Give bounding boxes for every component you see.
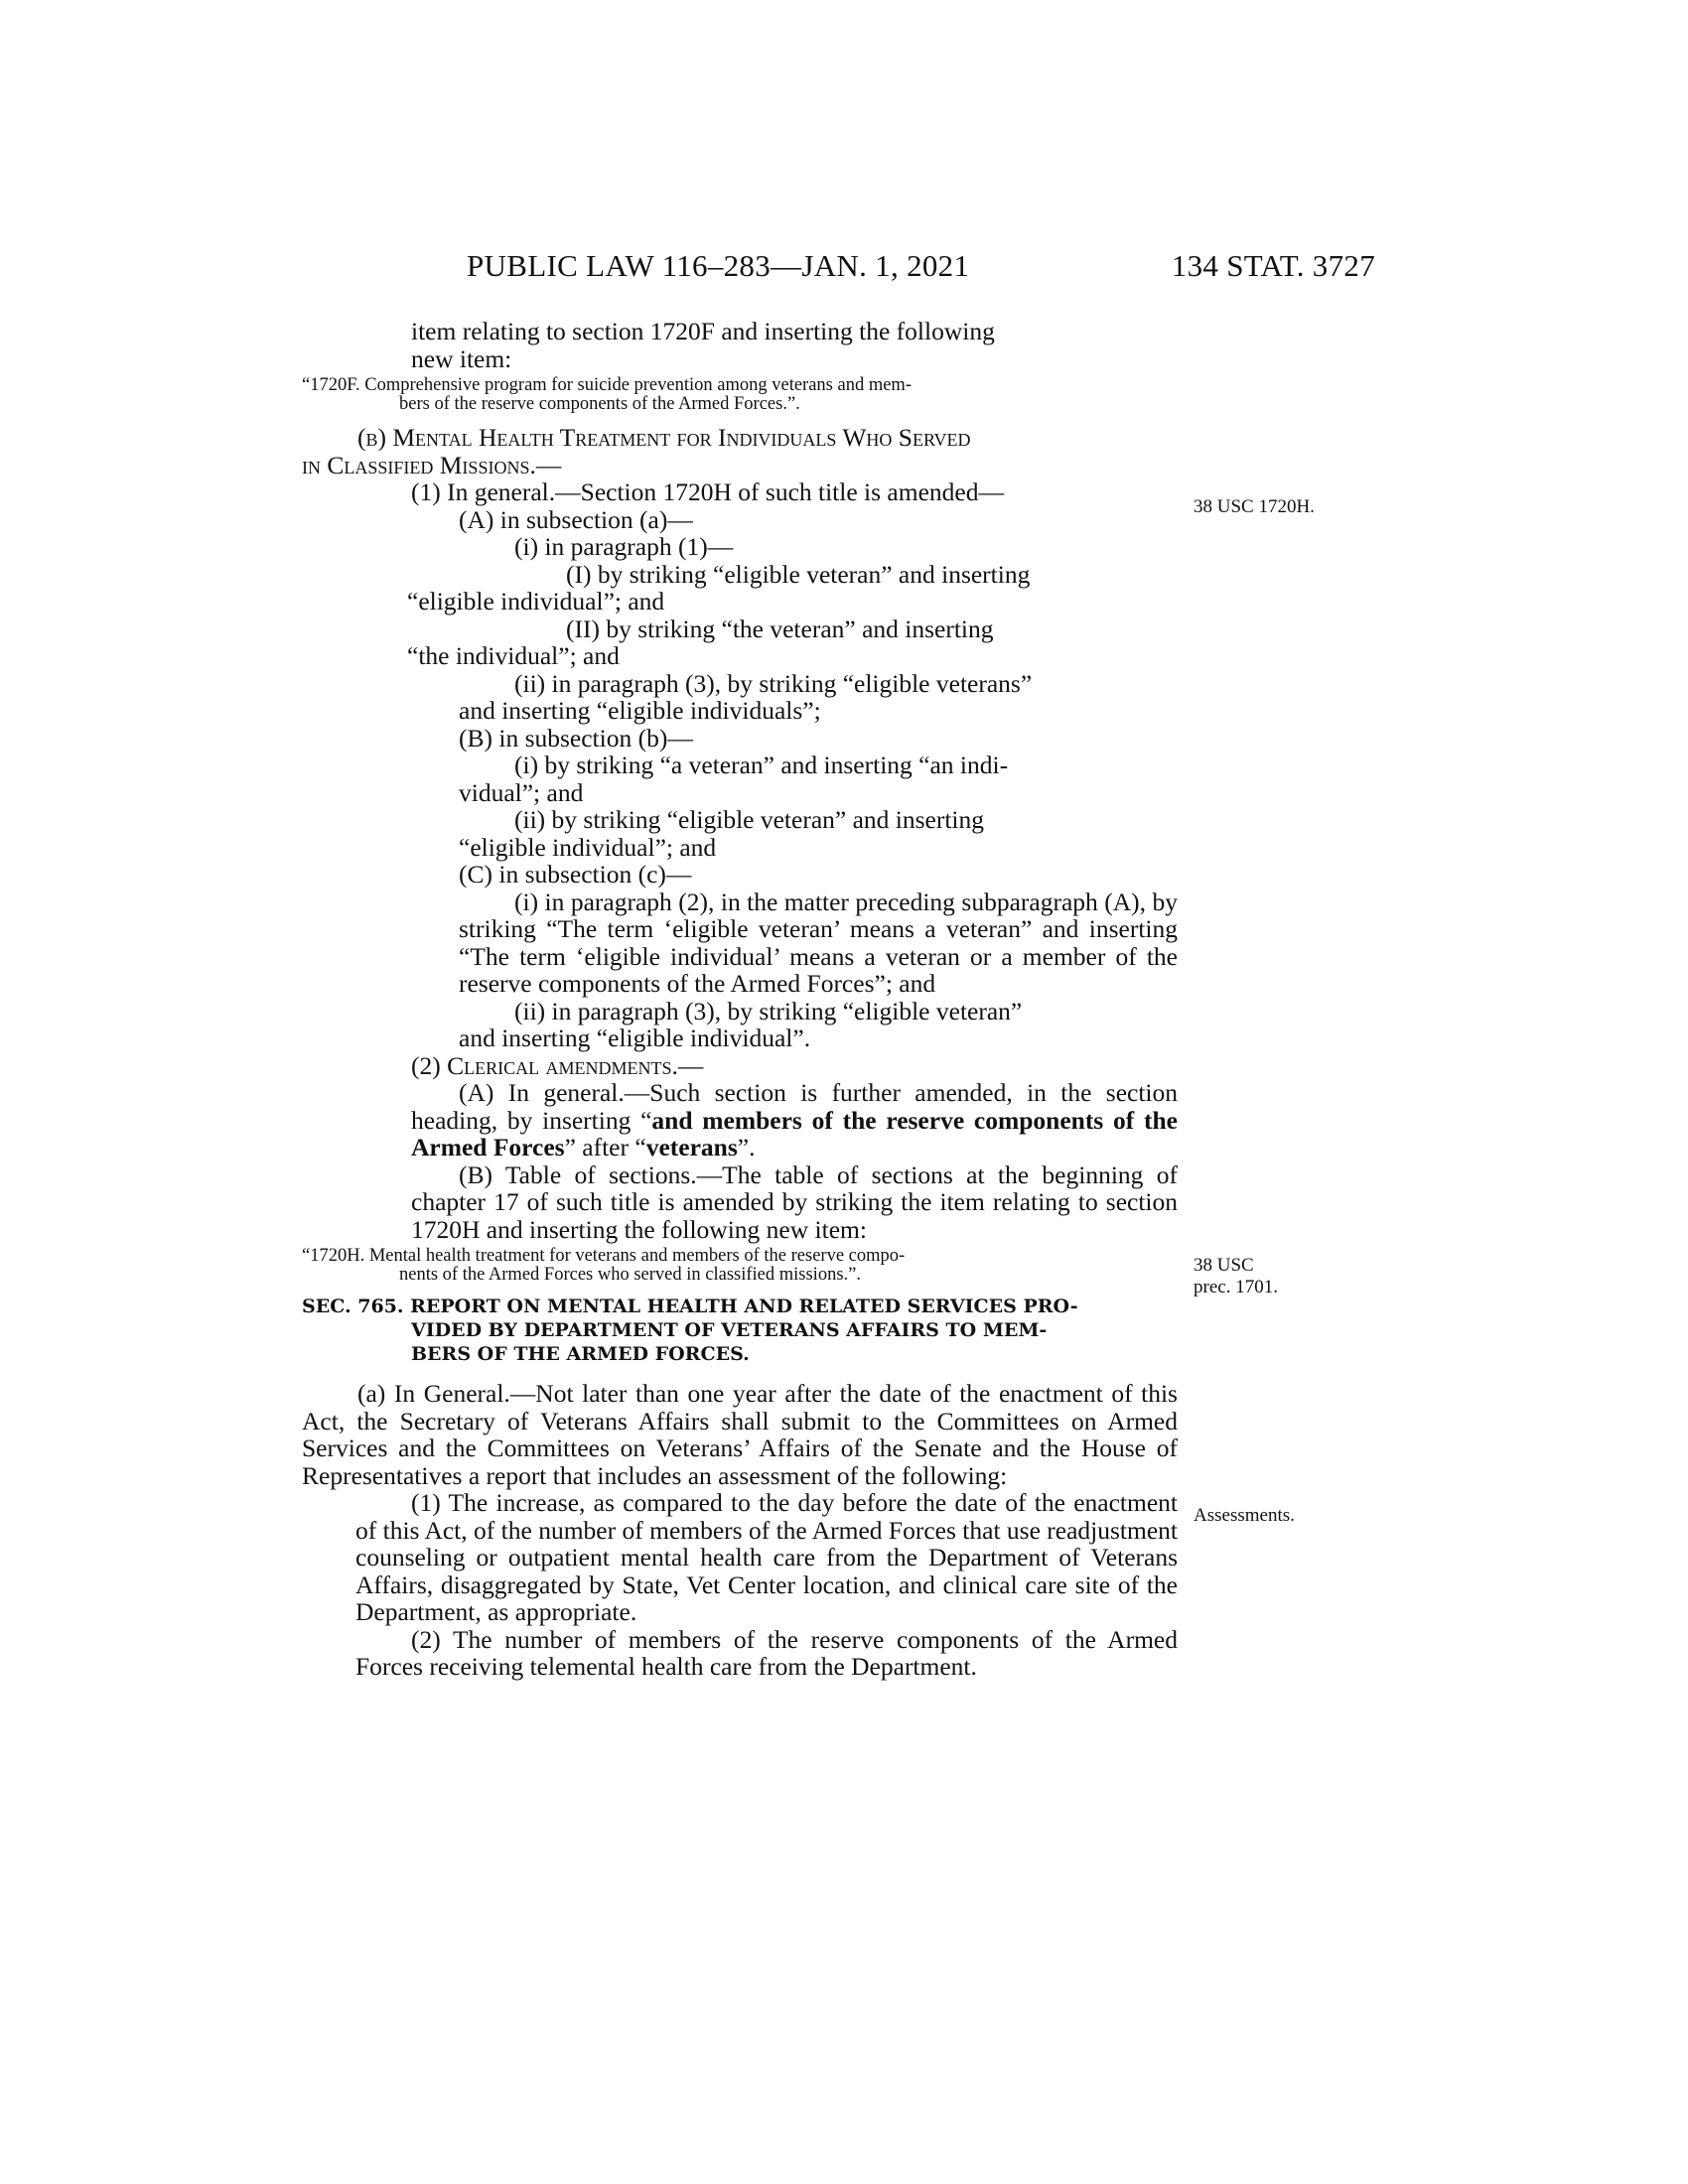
subparagraph-B: (B) in subsection (b)— xyxy=(459,723,693,752)
item-line: “1720H. Mental health treatment for veterans and members of the reserve compo- xyxy=(302,1246,906,1266)
item-line: “1720F. Comprehensive program for suicide prevention among veterans and mem- xyxy=(302,375,912,395)
subsection-a: (a) In General.—Not later than one year after the date of the enactment of this Act, the Secretary of Veterans Affairs shall submit to the Committees on Armed Services and the Committees on Veterans’ Affairs of the Senate and the House of Representatives a report that includes an assessment of the following: xyxy=(302,1379,1178,1490)
running-header xyxy=(467,248,1375,288)
clause-i: (i) in paragraph (2), in the matter preceding subparagraph (A), by striking “The term ‘eligible veteran’ means a veteran” and inserting “The term ‘eligible individual’ means a veteran or a member of the reserve components of the Armed Forces”; and xyxy=(459,887,1178,998)
paragraph-a2: (2) The number of members of the reserve components of the Armed Forces receiving telemental health care from the Department. xyxy=(355,1624,1178,1681)
paragraph-continuation xyxy=(302,318,1178,372)
paragraph-a1: (1) The increase, as compared to the day before the date of the enactment of this Act, of the number of members of the Armed Forces that use readjustment counseling or outpatient mental health care from the Department of Veterans Affairs, disaggregated by State, Vet Center location, and clinical care site of the Department, as appropriate. xyxy=(355,1488,1178,1626)
subclause-I: (I) by striking “eligible veteran” and inserting “eligible individual”; and xyxy=(407,559,1031,615)
margin-note-usc-prec: 38 USC prec. 1701. xyxy=(1194,1255,1278,1297)
subclause-II: (II) by striking “the veteran” and inserting “the individual”; and xyxy=(407,614,994,670)
text-line: new item: xyxy=(411,343,512,373)
item-line: bers of the reserve components of the Armed Forces.”. xyxy=(399,394,800,414)
subparagraph-A: (A) in subsection (a)— xyxy=(459,504,693,534)
statute-text xyxy=(302,318,1178,1681)
section-765-heading: SEC. 765. REPORT ON MENTAL HEALTH AND RELATED SERVICES PRO- VIDED BY DEPARTMENT OF VETERANS AFFAIRS TO MEM- BERS OF THE ARMED FORCES. xyxy=(302,1296,1078,1365)
subparagraph-B-table-of-sections: (B) Table of sections.—The table of sections at the beginning of chapter 17 of such title is amended by striking the item relating to section 1720H and inserting the following new item: xyxy=(411,1160,1178,1244)
clause-ii: (ii) by striking “eligible veteran” and inserting “eligible individual”; and xyxy=(459,805,985,862)
clause-ii: (ii) in paragraph (3), by striking “eligible veterans” and inserting “eligible individuals”; xyxy=(459,668,1033,725)
subparagraph-C: (C) in subsection (c)— xyxy=(459,860,692,888)
text-line: item relating to section 1720F and inserting the following xyxy=(411,317,995,345)
clause-ii: (ii) in paragraph (3), by striking “eligible veteran” and inserting “eligible individual”. xyxy=(459,996,1023,1052)
public-law-citation: PUBLIC LAW 116–283—JAN. 1, 2021 xyxy=(467,248,970,283)
item-line: nents of the Armed Forces who served in classified missions.”. xyxy=(399,1265,861,1285)
paragraph-1: (1) In general.—Section 1720H of such title is amended— xyxy=(411,478,1004,506)
table-of-sections-item-1720F xyxy=(302,376,1178,414)
subsection-b-heading: (b) Mental Health Treatment for Individuals Who Served in Classified Missions.— xyxy=(302,423,971,479)
table-of-sections-item-1720H xyxy=(302,1247,1178,1285)
statute-page-number: 134 STAT. 3727 xyxy=(1171,248,1375,283)
margin-note-assessments: Assessments. xyxy=(1194,1505,1295,1526)
subparagraph-A-clerical: (A) In general.—Such section is further amended, in the section heading, by inserting “and members of the reserve components of the Armed Forces” after “veterans”. xyxy=(411,1078,1178,1161)
paragraph-2-heading: (2) Clerical amendments.— xyxy=(411,1050,704,1080)
margin-note-usc: 38 USC 1720H. xyxy=(1194,496,1315,517)
clause-i: (i) in paragraph (1)— xyxy=(514,532,734,561)
clause-i: (i) by striking “a veteran” and inserting “an indi- vidual”; and xyxy=(459,751,1009,807)
